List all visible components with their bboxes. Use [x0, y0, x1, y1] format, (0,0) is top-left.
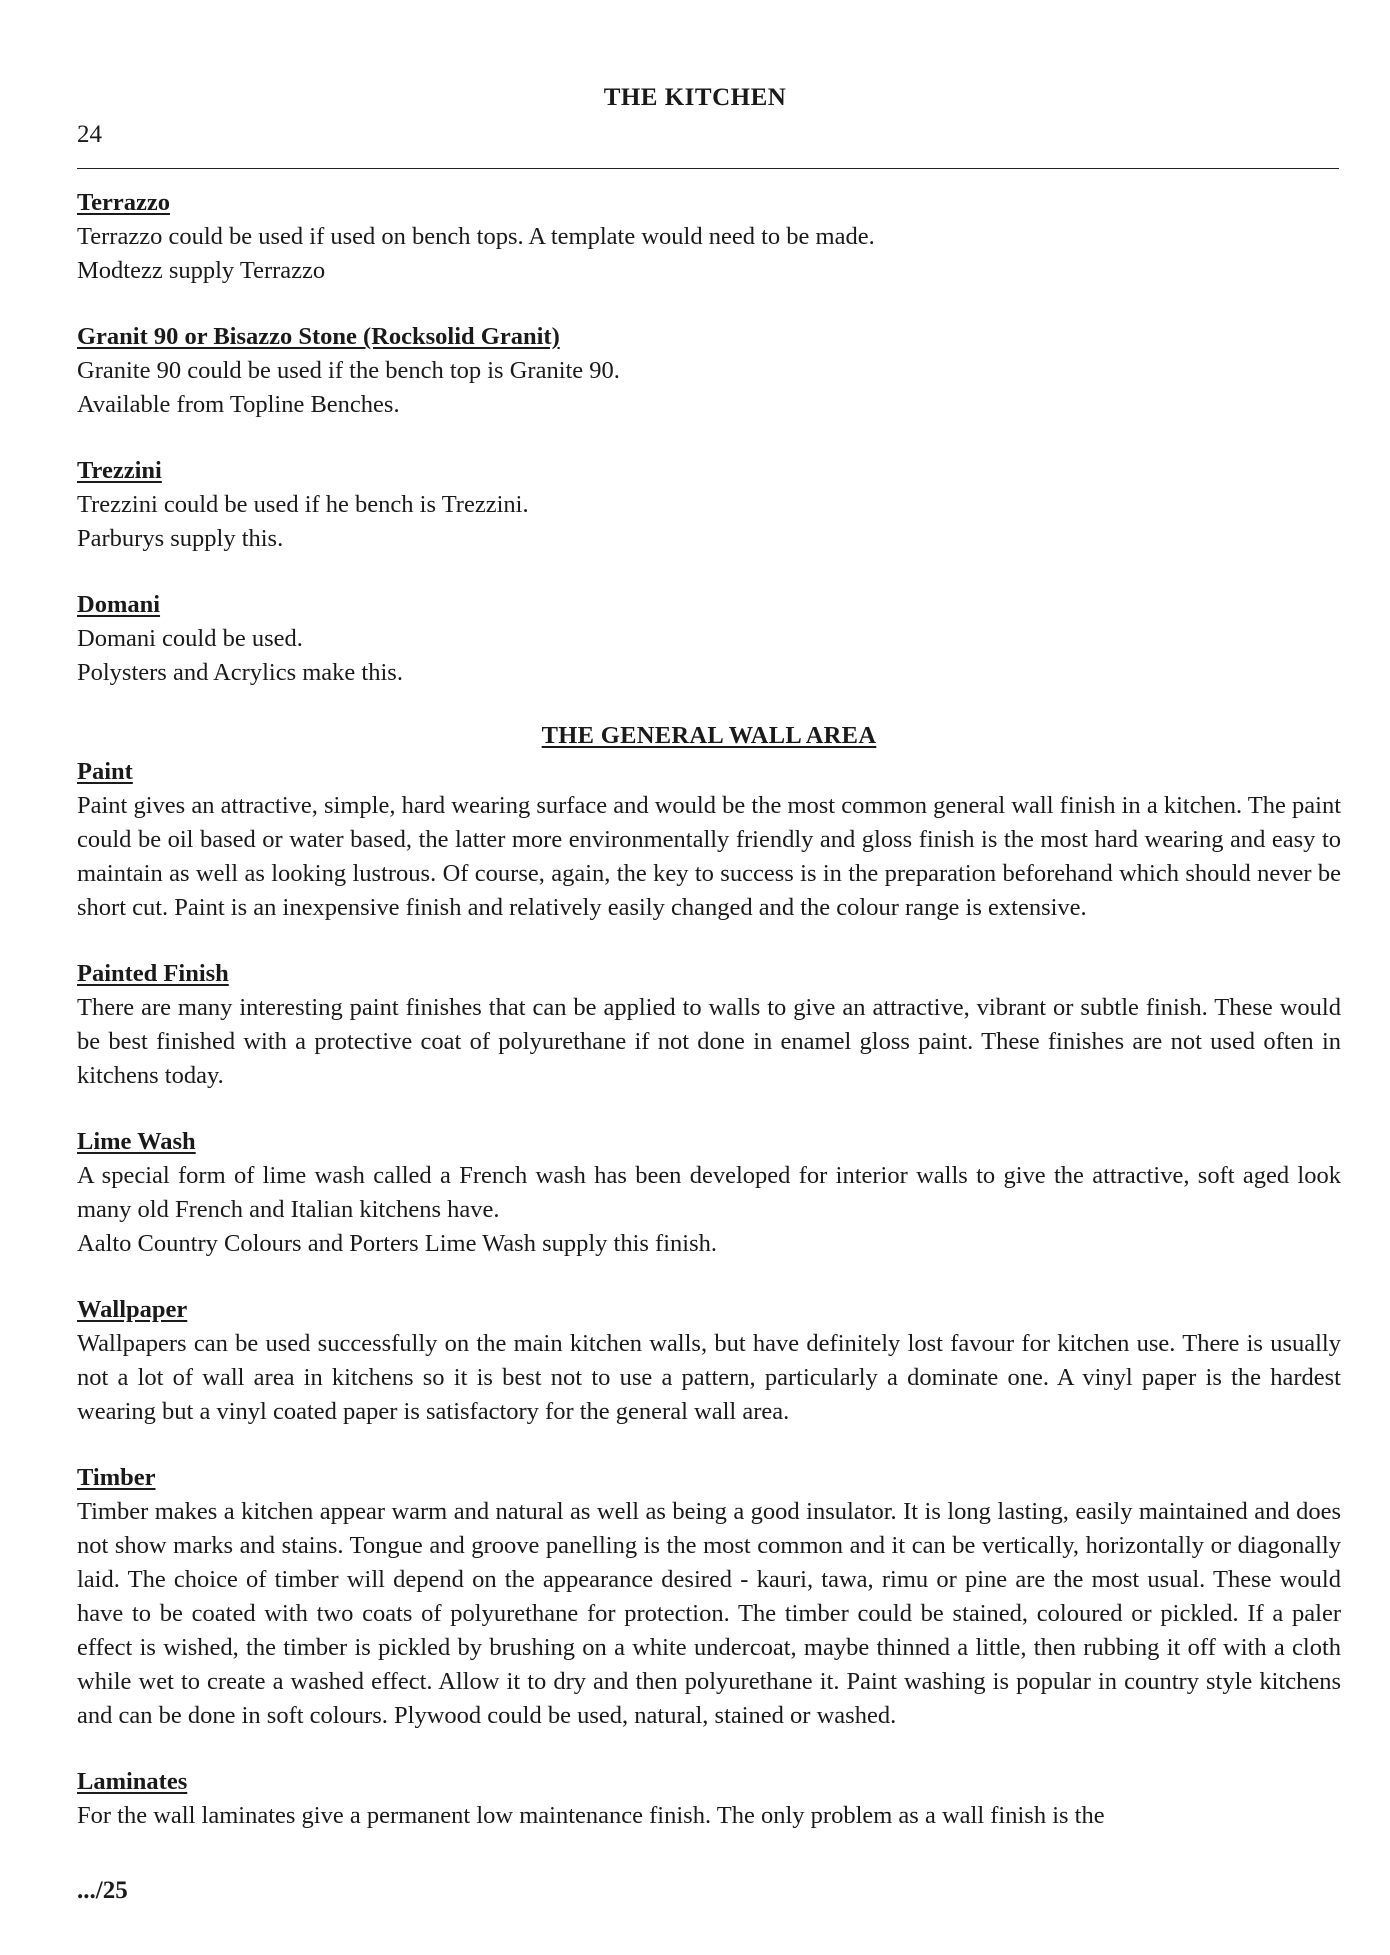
wall-area-title: THE GENERAL WALL AREA — [541, 722, 877, 749]
section-wallpaper — [77, 1293, 1341, 1429]
page-content — [77, 186, 1341, 1833]
section-terrazzo — [77, 186, 1341, 288]
section-heading: Granit 90 or Bisazzo Stone (Rocksolid Granit) — [77, 323, 560, 350]
body-line: Trezzini could be used if he bench is Trezzini. — [77, 491, 529, 518]
body-line: Domani could be used. — [77, 625, 303, 652]
section-granit — [77, 320, 1341, 422]
body-paragraph: Paint gives an attractive, simple, hard wearing surface and would be the most common general wall finish in a kitchen. The paint could be oil based or water based, the latter more environmentally friendly and gloss finish is the most hard wearing and easy to maintain as well as looking lustrous. Of course, again, the key to success is in the preparation beforehand which should never be short cut. Paint is an inexpensive finish and relatively easily changed and the colour range is extensive. — [77, 792, 1341, 921]
section-heading: Terrazzo — [77, 189, 170, 216]
header-rule — [77, 168, 1339, 169]
section-heading: Painted Finish — [77, 960, 229, 987]
body-line: Available from Topline Benches. — [77, 391, 400, 418]
body-paragraph: A special form of lime wash called a French wash has been developed for interior walls to give the attractive, soft aged look many old French and Italian kitchens have. — [77, 1162, 1341, 1223]
section-heading: Trezzini — [77, 457, 162, 484]
running-title: THE KITCHEN — [603, 84, 787, 111]
section-lime-wash — [77, 1125, 1341, 1261]
body-line: Granite 90 could be used if the bench top is Granite 90. — [77, 357, 620, 384]
section-heading: Domani — [77, 591, 161, 618]
section-domani — [77, 588, 1341, 690]
body-paragraph: Wallpapers can be used successfully on the main kitchen walls, but have definitely lost favour for kitchen use. There is usually not a lot of wall area in kitchens so it is best not to use a pattern, particularly a dominate one. A vinyl paper is the hardest wearing but a vinyl coated paper is satisfactory for the general wall area. — [77, 1330, 1341, 1425]
section-heading: Paint — [77, 758, 133, 785]
body-line: For the wall laminates give a permanent low maintenance finish. The only problem as a wall finish is the — [77, 1802, 1105, 1829]
page-number: 24 — [77, 121, 102, 148]
section-heading: Wallpaper — [77, 1296, 188, 1323]
section-paint — [77, 755, 1341, 925]
section-heading: Timber — [77, 1464, 156, 1491]
body-line: Parburys supply this. — [77, 525, 284, 552]
continuation-marker: .../25 — [77, 1877, 128, 1904]
body-paragraph: There are many interesting paint finishes that can be applied to walls to give an attractive, vibrant or subtle finish. These would be best finished with a protective coat of polyurethane if not done in enamel gloss paint. These finishes are not used often in kitchens today. — [77, 994, 1341, 1089]
body-line: Terrazzo could be used if used on bench tops. A template would need to be made. — [77, 223, 875, 250]
section-trezzini — [77, 454, 1341, 556]
body-line: Aalto Country Colours and Porters Lime Wash supply this finish. — [77, 1230, 717, 1257]
section-heading: Lime Wash — [77, 1128, 196, 1155]
section-laminates — [77, 1765, 1341, 1833]
body-line: Modtezz supply Terrazzo — [77, 257, 326, 284]
section-heading: Laminates — [77, 1768, 188, 1795]
body-line: Polysters and Acrylics make this. — [77, 659, 403, 686]
section-painted-finish — [77, 957, 1341, 1093]
section-timber — [77, 1461, 1341, 1733]
body-paragraph: Timber makes a kitchen appear warm and natural as well as being a good insulator. It is long lasting, easily maintained and does not show marks and stains. Tongue and groove panelling is the most common and it can be vertically, horizontally or diagonally laid. The choice of timber will depend on the appearance desired - kauri, tawa, rimu or pine are the most usual. These would have to be coated with two coats of polyurethane for protection. The timber could be stained, coloured or pickled. If a paler effect is wished, the timber is pickled by brushing on a white undercoat, maybe thinned a little, then rubbing it off with a cloth while wet to create a washed effect. Allow it to dry and then polyurethane it. Paint washing is popular in country style kitchens and can be done in soft colours. Plywood could be used, natural, stained or washed. — [77, 1498, 1341, 1729]
